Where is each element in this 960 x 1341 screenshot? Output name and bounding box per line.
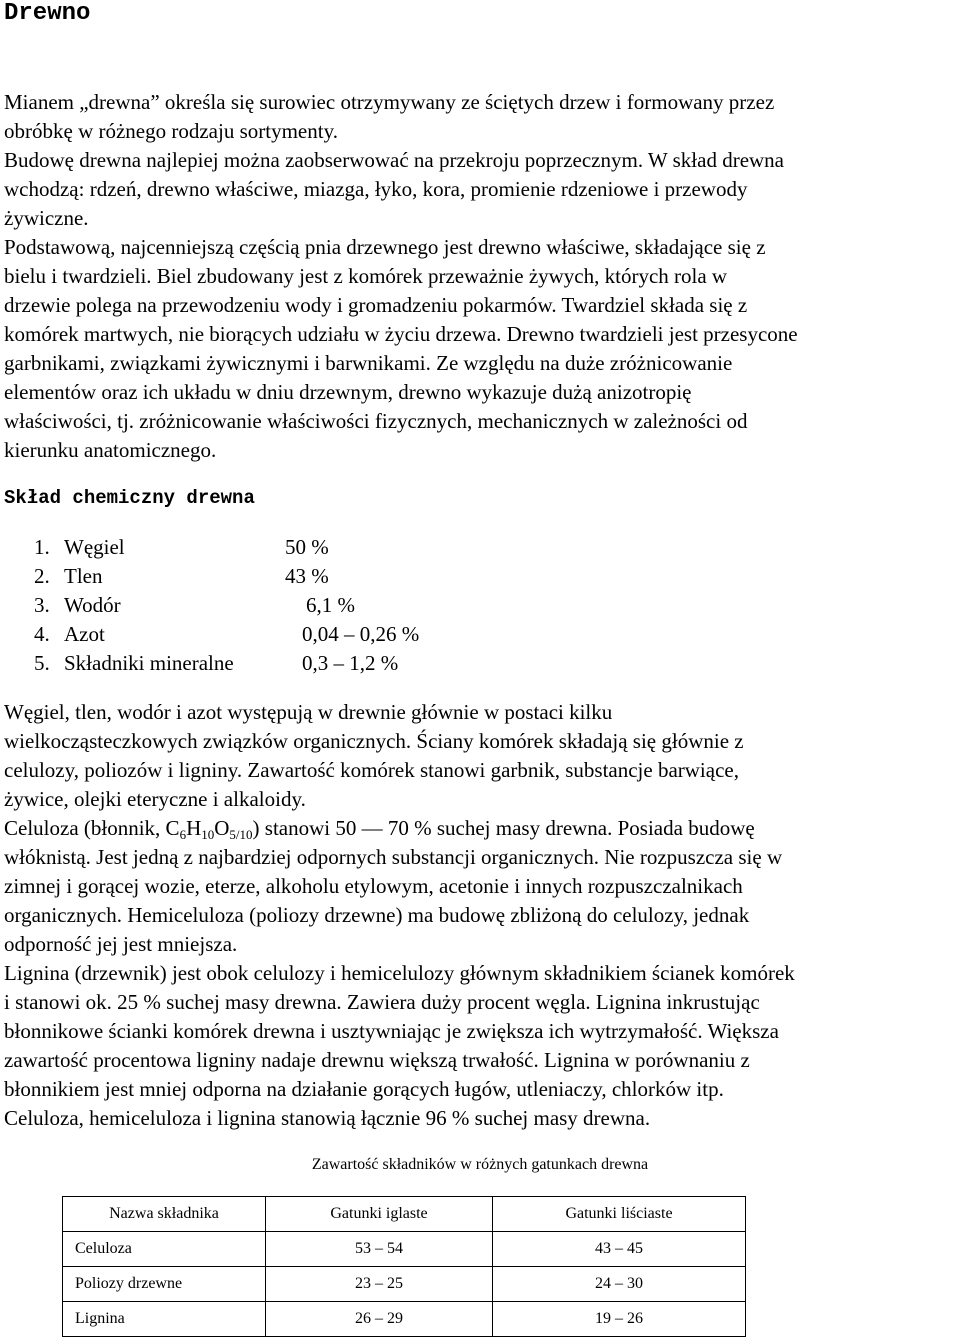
- intro-line: obróbkę w różnego rodzaju sortymenty.: [4, 119, 338, 143]
- formula-before: Celuloza (błonnik, C: [4, 816, 180, 840]
- intro-line: właściwości, tj. zróżnicowanie właściwości fizycznych, mechanicznych w zależności od: [4, 409, 748, 433]
- body-line: włóknistą. Jest jedną z najbardziej odpornych substancji organicznych. Nie rozpuszcza się w: [4, 845, 783, 869]
- table-caption: Zawartość składników w różnych gatunkach drewna: [311, 1156, 649, 1173]
- table-cell: 26 – 29: [266, 1302, 493, 1337]
- formula-line: [4, 815, 755, 841]
- table-cell: 53 – 54: [266, 1232, 493, 1267]
- body-line: błonnikowe ścianki komórek drewna i usztywniając je zwiększa ich wytrzymałość. Większa: [4, 1019, 779, 1043]
- intro-line: Podstawową, najcenniejszą częścią pnia drzewnego jest drewno właściwe, składające się z: [4, 235, 766, 259]
- composition-name: Składniki mineralne: [64, 651, 234, 675]
- body-line: celulozy, poliozów i ligniny. Zawartość komórek stanowi garbnik, substancje barwiące,: [4, 758, 739, 782]
- body-line: Celuloza, hemiceluloza i lignina stanowią łącznie 96 % suchej masy drewna.: [4, 1106, 651, 1130]
- formula-after: ) stanowi 50 — 70 % suchej masy drewna. Posiada budowę: [252, 816, 755, 840]
- composition-num: 2.: [34, 564, 50, 588]
- table-row: [63, 1302, 746, 1337]
- intro-line: garbnikami, związkami żywicznymi i barwnikami. Ze względu na duże zróżnicowanie: [4, 351, 733, 375]
- intro-line: kierunku anatomicznego.: [4, 438, 217, 462]
- table-header-cell: Nazwa składnika: [63, 1197, 266, 1232]
- body-line: Węgiel, tlen, wodór i azot występują w drewnie głównie w postaci kilku: [4, 700, 613, 724]
- composition-num: 3.: [34, 593, 50, 617]
- intro-line: komórek martwych, nie biorących udziału w życiu drzewa. Drewno twardzieli jest przesycone: [4, 322, 798, 346]
- composition-value: 0,04 – 0,26 %: [302, 622, 420, 646]
- table-cell: Lignina: [63, 1302, 266, 1337]
- table-row: [63, 1267, 746, 1302]
- body-line: zawartość procentowa ligniny nadaje drewnu większą trwałość. Lignina w porównaniu z: [4, 1048, 750, 1072]
- composition-num: 1.: [34, 535, 50, 559]
- intro-line: Budowę drewna najlepiej można zaobserwować na przekroju poprzecznym. W skład drewna: [4, 148, 785, 172]
- intro-line: drzewie polega na przewodzeniu wody i gromadzeniu pokarmów. Twardziel składa się z: [4, 293, 748, 317]
- body-line: zimnej i gorącej wozie, eterze, alkoholu etylowym, acetonie i innych rozpuszczalnikach: [4, 874, 743, 898]
- table-cell: Celuloza: [63, 1232, 266, 1267]
- table-header-cell: Gatunki liściaste: [493, 1197, 746, 1232]
- composition-value: 50 %: [285, 535, 329, 559]
- composition-table: [62, 1196, 746, 1337]
- body-line: i stanowi ok. 25 % suchej masy drewna. Zawiera duży procent węgla. Lignina inkrustując: [4, 990, 760, 1014]
- intro-line: wchodzą: rdzeń, drewno właściwe, miazga, łyko, kora, promienie rdzeniowe i przewody: [4, 177, 748, 201]
- body-line: wielkocząsteczkowych związków organicznych. Ściany komórek składają się głównie z: [4, 729, 744, 753]
- composition-num: 4.: [34, 622, 50, 646]
- table-header-cell: Gatunki iglaste: [266, 1197, 493, 1232]
- table-row: [63, 1232, 746, 1267]
- table-header-row: [63, 1197, 746, 1232]
- formula-sub-c: 6: [179, 827, 187, 842]
- body-line: odporność jej jest mniejsza.: [4, 932, 238, 956]
- formula-h: H: [186, 816, 202, 840]
- body-line: żywice, olejki eteryczne i alkaloidy.: [4, 787, 306, 811]
- body-line: organicznych. Hemiceluloza (poliozy drzewne) ma budowę zbliżoną do celulozy, jednak: [4, 903, 750, 927]
- intro-line: elementów oraz ich układu w dniu drzewnym, drewno wykazuje dużą anizotropię: [4, 380, 692, 404]
- formula-sub-h: 10: [201, 827, 215, 842]
- table-cell: 19 – 26: [493, 1302, 746, 1337]
- composition-name: Azot: [64, 622, 105, 646]
- composition-name: Tlen: [64, 564, 103, 588]
- formula-sub-o: 5/10: [229, 827, 253, 842]
- composition-value: 43 %: [285, 564, 329, 588]
- section-heading: Skład chemiczny drewna: [4, 487, 255, 509]
- composition-num: 5.: [34, 651, 50, 675]
- body-line: Lignina (drzewnik) jest obok celulozy i hemicelulozy głównym składnikiem ścianek komórek: [4, 961, 795, 985]
- table-cell: Poliozy drzewne: [63, 1267, 266, 1302]
- page-title: Drewno: [4, 0, 91, 27]
- intro-line: bielu i twardzieli. Biel zbudowany jest z komórek przeważnie żywych, których rola w: [4, 264, 728, 288]
- composition-value: 0,3 – 1,2 %: [302, 651, 399, 675]
- table-cell: 24 – 30: [493, 1267, 746, 1302]
- intro-line: Mianem „drewna” określa się surowiec otrzymywany ze ściętych drzew i formowany przez: [4, 90, 775, 114]
- composition-value: 6,1 %: [306, 593, 355, 617]
- composition-name: Węgiel: [64, 535, 125, 559]
- table-cell: 23 – 25: [266, 1267, 493, 1302]
- intro-line: żywiczne.: [4, 206, 89, 230]
- body-line: błonnikiem jest mniej odporna na działanie gorących ługów, utleniaczy, chlorków itp.: [4, 1077, 724, 1101]
- table-cell: 43 – 45: [493, 1232, 746, 1267]
- composition-name: Wodór: [64, 593, 121, 617]
- formula-o: O: [214, 816, 230, 840]
